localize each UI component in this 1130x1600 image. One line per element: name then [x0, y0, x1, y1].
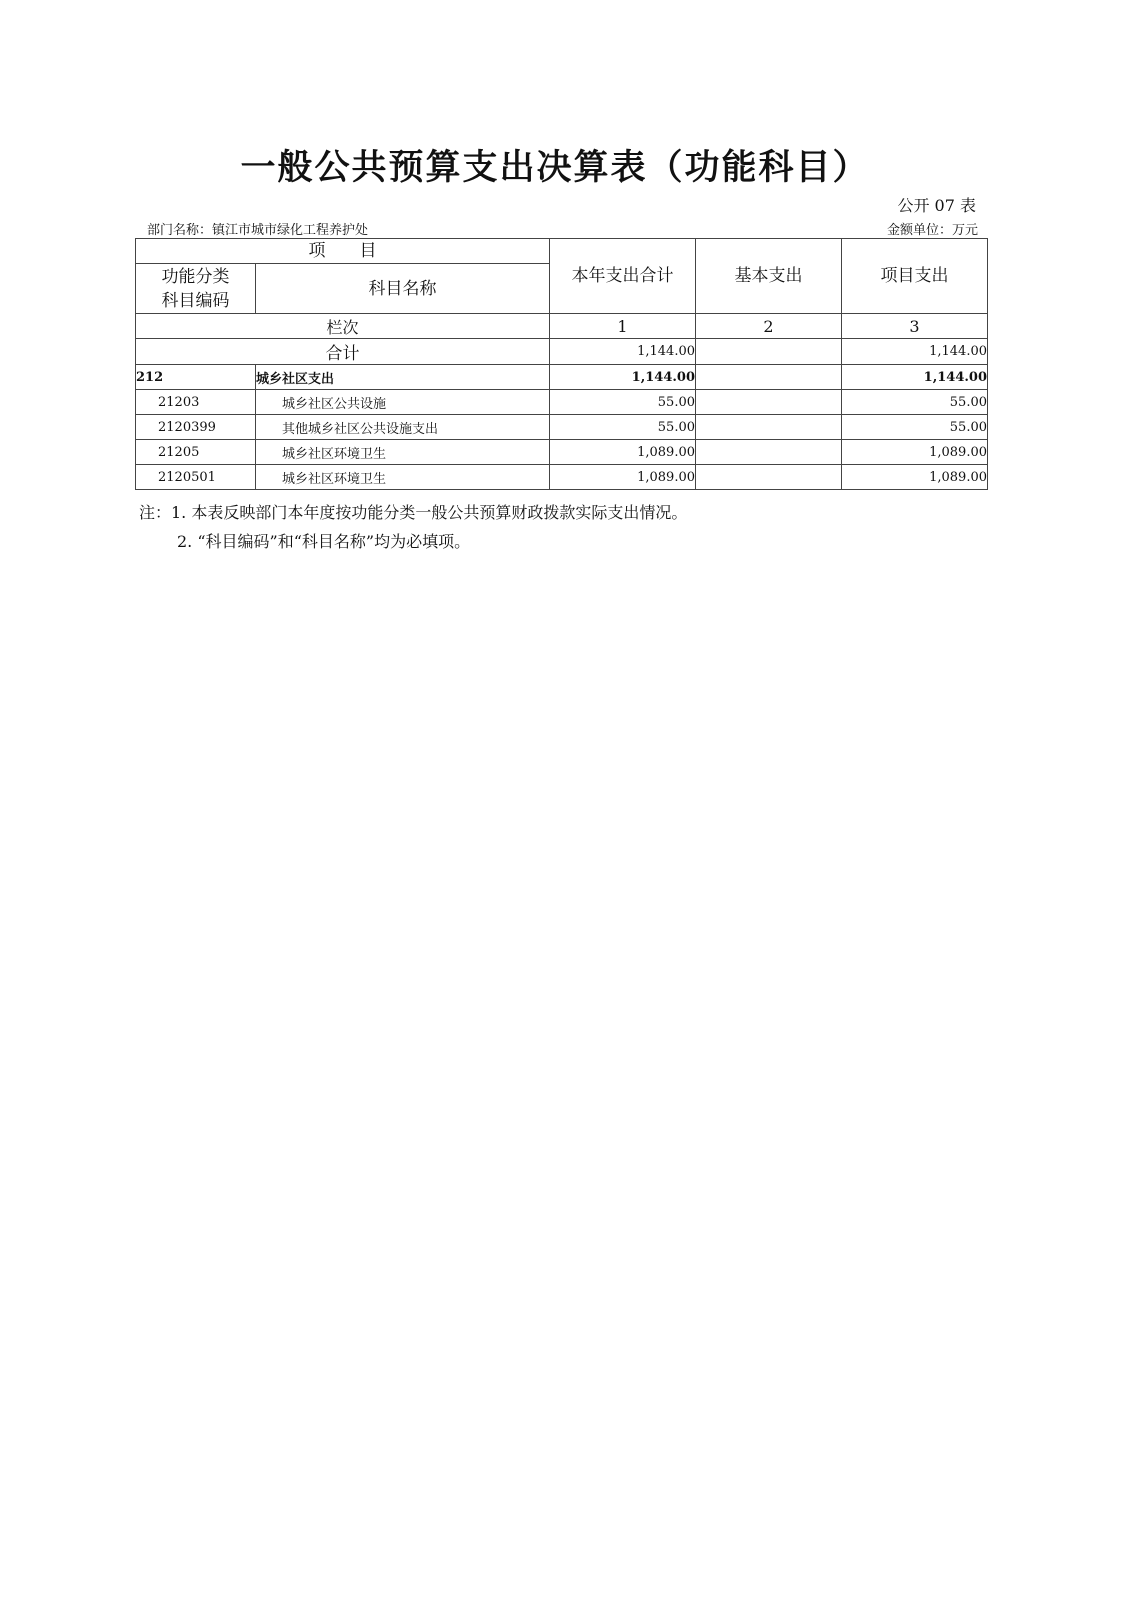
total-project: 1,144.00	[842, 339, 988, 365]
row-total: 1,144.00	[550, 365, 696, 390]
row-code: 2120501	[136, 465, 256, 490]
header-basic-expense: 基本支出	[696, 239, 842, 314]
row-name: 城乡社区环境卫生	[256, 440, 550, 465]
row-code: 212	[136, 365, 256, 390]
row-code: 21205	[136, 440, 256, 465]
row-code: 21203	[136, 390, 256, 415]
row-total: 1,089.00	[550, 465, 696, 490]
department-name: 部门名称：镇江市城市绿化工程养护处	[147, 223, 369, 238]
header-name: 科目名称	[256, 264, 550, 314]
header-project-expense: 项目支出	[842, 239, 988, 314]
row-total: 55.00	[550, 390, 696, 415]
table-row	[136, 465, 988, 490]
row-name: 城乡社区环境卫生	[256, 465, 550, 490]
row-code: 2120399	[136, 415, 256, 440]
amount-unit: 金额单位：万元	[886, 223, 978, 238]
table-row	[136, 390, 988, 415]
budget-table	[135, 238, 988, 490]
report-title: 一般公共预算支出决算表（功能科目）	[240, 148, 870, 188]
footnote-1: 注：1. 本表反映部门本年度按功能分类一般公共预算财政拨款实际支出情况。	[139, 503, 688, 522]
header-item: 项 目	[136, 239, 550, 264]
row-total: 1,089.00	[550, 440, 696, 465]
row-basic	[696, 465, 842, 490]
header-year-total: 本年支出合计	[550, 239, 696, 314]
index-basic: 2	[696, 314, 842, 339]
form-number: 公开 07 表	[897, 196, 976, 215]
index-label: 栏次	[136, 314, 550, 339]
total-label: 合计	[136, 339, 550, 365]
header-code: 功能分类 科目编码	[136, 264, 256, 314]
footnotes	[139, 498, 687, 556]
row-project: 1,144.00	[842, 365, 988, 390]
row-project: 55.00	[842, 415, 988, 440]
total-year: 1,144.00	[550, 339, 696, 365]
total-basic	[696, 339, 842, 365]
column-index-row	[136, 314, 988, 339]
row-project: 1,089.00	[842, 440, 988, 465]
row-basic	[696, 440, 842, 465]
total-row	[136, 339, 988, 365]
row-project: 1,089.00	[842, 465, 988, 490]
footnote-2: 2. “科目编码”和“科目名称”均为必填项。	[177, 532, 471, 551]
row-project: 55.00	[842, 390, 988, 415]
row-basic	[696, 390, 842, 415]
table-row	[136, 365, 988, 390]
row-basic	[696, 415, 842, 440]
index-project: 3	[842, 314, 988, 339]
row-name: 城乡社区支出	[256, 365, 550, 390]
row-name: 城乡社区公共设施	[256, 390, 550, 415]
row-basic	[696, 365, 842, 390]
table-row	[136, 415, 988, 440]
row-total: 55.00	[550, 415, 696, 440]
row-name: 其他城乡社区公共设施支出	[256, 415, 550, 440]
index-total: 1	[550, 314, 696, 339]
table-row	[136, 440, 988, 465]
